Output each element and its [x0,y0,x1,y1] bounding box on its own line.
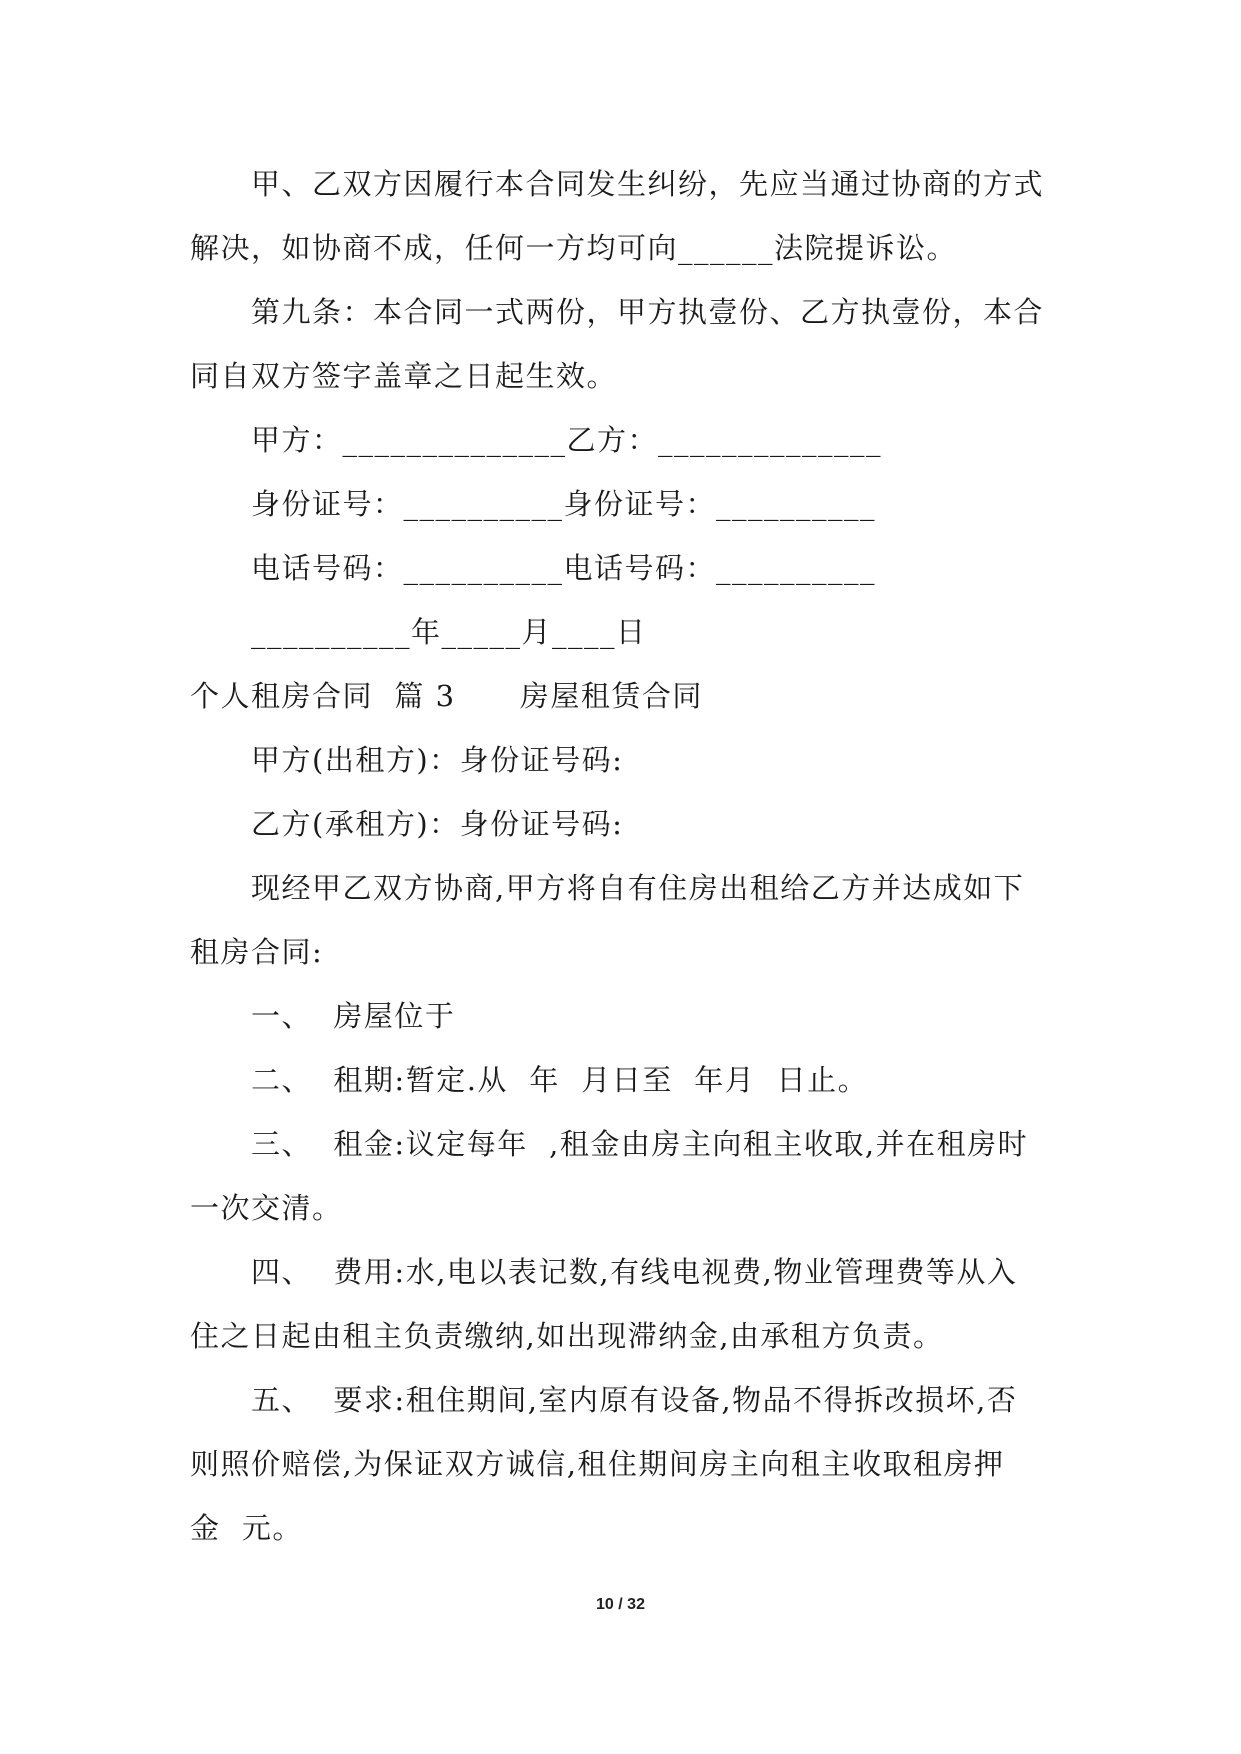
party-b-line: 乙方(承租方)：身份证号码: [251,807,624,841]
date-line: __________年_____月____日 [251,615,647,649]
id-number-line: 身份证号：__________身份证号：__________ [251,487,877,521]
clause-line: 金 元。 [190,1511,303,1545]
paragraph-line: 租房合同: [190,935,324,969]
paragraph-line: 现经甲乙双方协商,甲方将自有住房出租给乙方并达成如下 [251,871,1025,905]
paragraph-line: 同自双方签字盖章之日起生效。 [190,359,618,393]
clause-line: 住之日起由租主负责缴纳,如出现滞纳金,由承租方负责。 [190,1319,944,1353]
clause-line: 一、 房屋位于 [251,999,456,1033]
section-heading: 个人租房合同 篇 3 房屋租赁合同 [190,679,703,713]
clause-line: 三、 租金:议定每年 ,租金由房主向租主收取,并在租房时 [251,1127,1029,1161]
clause-line: 二、 租期:暂定.从 年 月日至 年月 日止。 [251,1063,869,1097]
paragraph-line: 甲、乙双方因履行本合同发生纠纷，先应当通过协商的方式 [251,167,1045,201]
page-number: 10 / 32 [596,1596,645,1613]
phone-number-line: 电话号码：__________电话号码：__________ [251,551,877,585]
signature-party-line: 甲方：______________乙方：______________ [251,423,883,457]
clause-line: 五、 要求:租住期间,室内原有设备,物品不得拆改损坏,否 [251,1383,1018,1417]
clause-line: 四、 费用:水,电以表记数,有线电视费,物业管理费等从入 [251,1255,1018,1289]
paragraph-line: 第九条：本合同一式两份，甲方执壹份、乙方执壹份，本合 [251,295,1045,329]
clause-line: 一次交清。 [190,1191,343,1225]
paragraph-line: 解决，如协商不成，任何一方均可向______法院提诉讼。 [190,231,958,265]
party-a-line: 甲方(出租方)：身份证号码: [251,743,624,777]
clause-line: 则照价赔偿,为保证双方诚信,租住期间房主向租主收取租房押 [190,1447,1005,1481]
